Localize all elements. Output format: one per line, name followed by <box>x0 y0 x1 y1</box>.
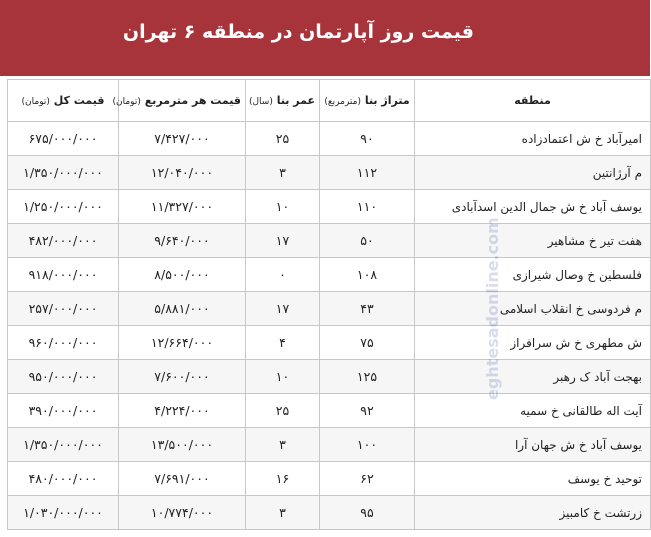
cell-region: یوسف آباد خ ش جهان آرا <box>415 428 651 462</box>
cell-total-price: ۹۱۸/۰۰۰/۰۰۰ <box>8 258 119 292</box>
column-header-label: منطقه <box>514 94 551 107</box>
table-row <box>8 224 651 258</box>
cell-total-price: ۱/۳۵۰/۰۰۰/۰۰۰ <box>8 156 119 190</box>
cell-price-per-meter: ۴/۲۲۴/۰۰۰ <box>119 394 246 428</box>
cell-total-price: ۴۸۰/۰۰۰/۰۰۰ <box>8 462 119 496</box>
column-header-label: متراژ بنا <box>364 94 410 107</box>
table-row <box>8 428 651 462</box>
cell-age: ۲۵ <box>246 122 320 156</box>
cell-area: ۴۳ <box>320 292 415 326</box>
cell-region: زرتشت خ کامبیز <box>415 496 651 530</box>
cell-age: ۱۷ <box>246 292 320 326</box>
cell-area: ۵۰ <box>320 224 415 258</box>
cell-area: ۱۰۰ <box>320 428 415 462</box>
cell-region: هفت تیر خ مشاهیر <box>415 224 651 258</box>
cell-region: آیت اله طالقانی خ سمیه <box>415 394 651 428</box>
cell-area: ۹۲ <box>320 394 415 428</box>
cell-age: ۳ <box>246 428 320 462</box>
cell-age: ۰ <box>246 258 320 292</box>
cell-area: ۱۱۰ <box>320 190 415 224</box>
cell-total-price: ۱/۰۳۰/۰۰۰/۰۰۰ <box>8 496 119 530</box>
cell-price-per-meter: ۹/۶۴۰/۰۰۰ <box>119 224 246 258</box>
cell-price-per-meter: ۷/۴۲۷/۰۰۰ <box>119 122 246 156</box>
page-header <box>0 0 650 76</box>
column-header-label: قیمت هر مترمربع <box>144 94 241 107</box>
column-header-label: قیمت کل <box>53 94 105 107</box>
cell-price-per-meter: ۵/۸۸۱/۰۰۰ <box>119 292 246 326</box>
cell-age: ۱۰ <box>246 360 320 394</box>
column-header-area <box>320 80 415 122</box>
cell-price-per-meter: ۱۳/۵۰۰/۰۰۰ <box>119 428 246 462</box>
table-body <box>8 122 651 530</box>
cell-total-price: ۴۸۲/۰۰۰/۰۰۰ <box>8 224 119 258</box>
cell-age: ۳ <box>246 156 320 190</box>
column-header-region <box>415 80 651 122</box>
table-row <box>8 190 651 224</box>
cell-price-per-meter: ۷/۶۹۱/۰۰۰ <box>119 462 246 496</box>
cell-total-price: ۹۵۰/۰۰۰/۰۰۰ <box>8 360 119 394</box>
page-title: قیمت روز آپارتمان در منطقه ۶ تهران <box>122 21 474 43</box>
cell-area: ۹۵ <box>320 496 415 530</box>
cell-total-price: ۱/۲۵۰/۰۰۰/۰۰۰ <box>8 190 119 224</box>
cell-price-per-meter: ۷/۶۰۰/۰۰۰ <box>119 360 246 394</box>
column-header-label: عمر بنا <box>276 94 315 107</box>
cell-price-per-meter: ۱۲/۶۶۴/۰۰۰ <box>119 326 246 360</box>
table-row <box>8 326 651 360</box>
cell-area: ۹۰ <box>320 122 415 156</box>
cell-area: ۱۰۸ <box>320 258 415 292</box>
cell-area: ۱۲۵ <box>320 360 415 394</box>
cell-price-per-meter: ۱۰/۷۷۴/۰۰۰ <box>119 496 246 530</box>
cell-region: م آرژانتین <box>415 156 651 190</box>
table-row <box>8 292 651 326</box>
cell-price-per-meter: ۱۱/۳۲۷/۰۰۰ <box>119 190 246 224</box>
column-header-unit: (تومان) <box>21 97 50 107</box>
cell-region: توحید خ یوسف <box>415 462 651 496</box>
cell-area: ۱۱۲ <box>320 156 415 190</box>
cell-total-price: ۱/۳۵۰/۰۰۰/۰۰۰ <box>8 428 119 462</box>
cell-total-price: ۲۵۷/۰۰۰/۰۰۰ <box>8 292 119 326</box>
cell-region: یوسف آباد خ ش جمال الدین اسدآبادی <box>415 190 651 224</box>
column-header-total-price <box>8 80 119 122</box>
cell-region: فلسطین خ وصال شیرازی <box>415 258 651 292</box>
table-row <box>8 394 651 428</box>
cell-age: ۱۷ <box>246 224 320 258</box>
cell-region: ش مطهری خ ش سرافراز <box>415 326 651 360</box>
cell-total-price: ۹۶۰/۰۰۰/۰۰۰ <box>8 326 119 360</box>
column-header-unit: (تومان) <box>112 97 141 107</box>
cell-age: ۴ <box>246 326 320 360</box>
cell-total-price: ۶۷۵/۰۰۰/۰۰۰ <box>8 122 119 156</box>
cell-price-per-meter: ۱۲/۰۴۰/۰۰۰ <box>119 156 246 190</box>
table-row <box>8 360 651 394</box>
price-table <box>7 79 651 530</box>
cell-area: ۷۵ <box>320 326 415 360</box>
cell-age: ۱۰ <box>246 190 320 224</box>
column-header-age <box>246 80 320 122</box>
table-row <box>8 496 651 530</box>
cell-region: بهجت آباد ک رهبر <box>415 360 651 394</box>
table-row <box>8 156 651 190</box>
cell-total-price: ۳۹۰/۰۰۰/۰۰۰ <box>8 394 119 428</box>
cell-price-per-meter: ۸/۵۰۰/۰۰۰ <box>119 258 246 292</box>
table-row <box>8 258 651 292</box>
table-row <box>8 122 651 156</box>
table-header-row <box>8 80 651 122</box>
cell-area: ۶۲ <box>320 462 415 496</box>
table-row <box>8 462 651 496</box>
column-header-unit: (مترمربع) <box>324 97 361 107</box>
cell-age: ۳ <box>246 496 320 530</box>
cell-age: ۱۶ <box>246 462 320 496</box>
column-header-unit: (سال) <box>248 97 273 107</box>
cell-age: ۲۵ <box>246 394 320 428</box>
cell-region: امیرآباد خ ش اعتمادزاده <box>415 122 651 156</box>
cell-region: م فردوسی خ انقلاب اسلامی <box>415 292 651 326</box>
column-header-price-per-meter <box>112 80 246 122</box>
